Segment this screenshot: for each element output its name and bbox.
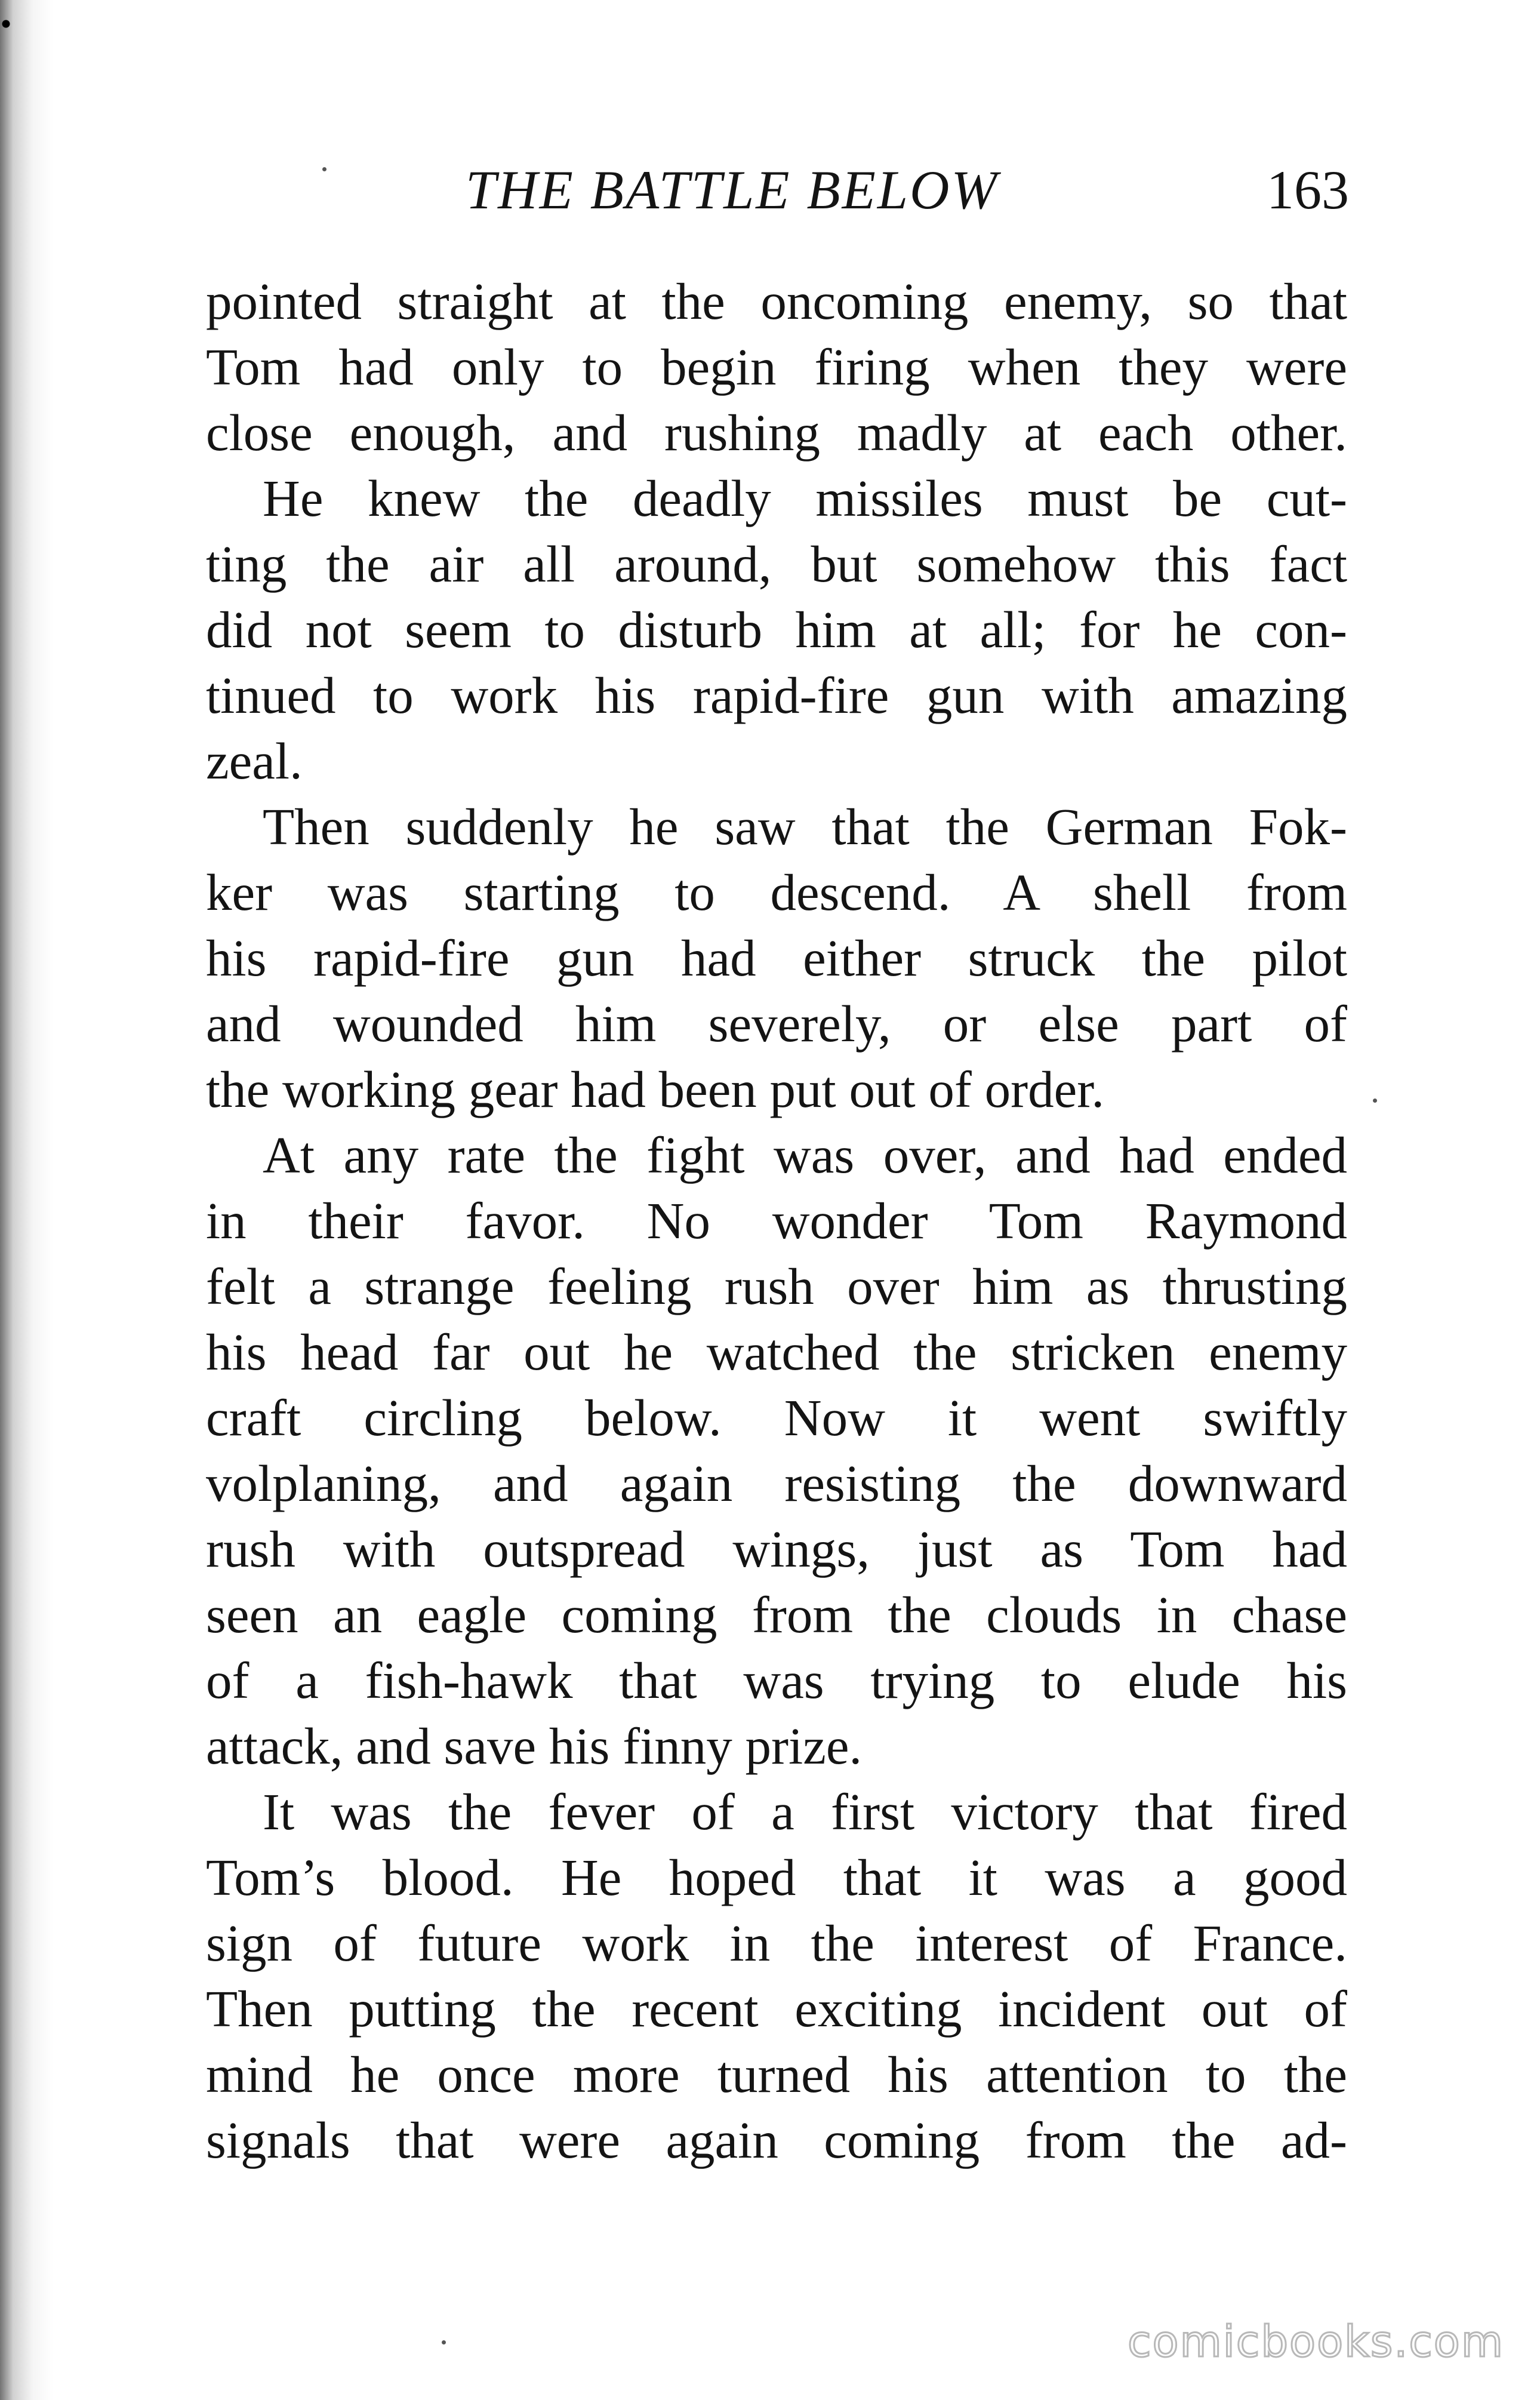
text-line: Then putting the recent exciting incident out of: [206, 1980, 1347, 2038]
text-line: his head far out he watched the stricken enemy: [206, 1323, 1347, 1381]
body-text: [206, 269, 1347, 2173]
text-line: ker was starting to descend. A shell from: [206, 863, 1347, 921]
text-line: and wounded him severely, or else part of: [206, 995, 1347, 1053]
text-line: craft circling below. Now it went swiftly: [206, 1389, 1347, 1447]
text-line: pointed straight at the oncoming enemy, so that: [206, 272, 1347, 330]
text-line: Then suddenly he saw that the German Fok-: [263, 798, 1347, 856]
text-line: did not seem to disturb him at all; for he con-: [206, 601, 1347, 659]
text-line: tinued to work his rapid-fire gun with amazing: [206, 666, 1347, 724]
page-number: 163: [1267, 159, 1349, 220]
text-line: rush with outspread wings, just as Tom had: [206, 1520, 1347, 1578]
text-line: ting the air all around, but somehow this fact: [206, 535, 1347, 593]
site-watermark: comicbooks.com: [1127, 2316, 1504, 2367]
page-binding-edge: [0, 0, 54, 2400]
chapter-title: THE BATTLE BELOW: [466, 159, 999, 220]
text-line: mind he once more turned his attention to the: [206, 2045, 1347, 2103]
text-line: volplaning, and again resisting the downward: [206, 1454, 1347, 1512]
text-line: signals that were again coming from the ad-: [206, 2111, 1347, 2169]
text-line: felt a strange feeling rush over him as thrusting: [206, 1257, 1347, 1315]
text-line: At any rate the fight was over, and had ended: [263, 1126, 1347, 1184]
text-line: attack, and save his finny prize.: [206, 1717, 863, 1775]
text-line: in their favor. No wonder Tom Raymond: [206, 1192, 1347, 1250]
text-line: the working gear had been put out of order.: [206, 1060, 1105, 1118]
text-line: It was the fever of a first victory that fired: [263, 1783, 1347, 1841]
text-line: sign of future work in the interest of France.: [206, 1914, 1347, 1972]
scan-speck: [1373, 1099, 1377, 1103]
text-line: zeal.: [206, 732, 303, 790]
text-line: his rapid-fire gun had either struck the pilot: [206, 929, 1347, 987]
text-line: seen an eagle coming from the clouds in chase: [206, 1586, 1347, 1644]
text-line: of a fish-hawk that was trying to elude his: [206, 1651, 1347, 1709]
text-line: close enough, and rushing madly at each other.: [206, 404, 1347, 461]
text-line: Tom’s blood. He hoped that it was a good: [206, 1848, 1347, 1906]
running-head: [203, 152, 1349, 230]
scan-speck: [442, 2340, 446, 2344]
text-line: Tom had only to begin firing when they were: [206, 338, 1347, 396]
text-line: He knew the deadly missiles must be cut-: [263, 469, 1347, 527]
